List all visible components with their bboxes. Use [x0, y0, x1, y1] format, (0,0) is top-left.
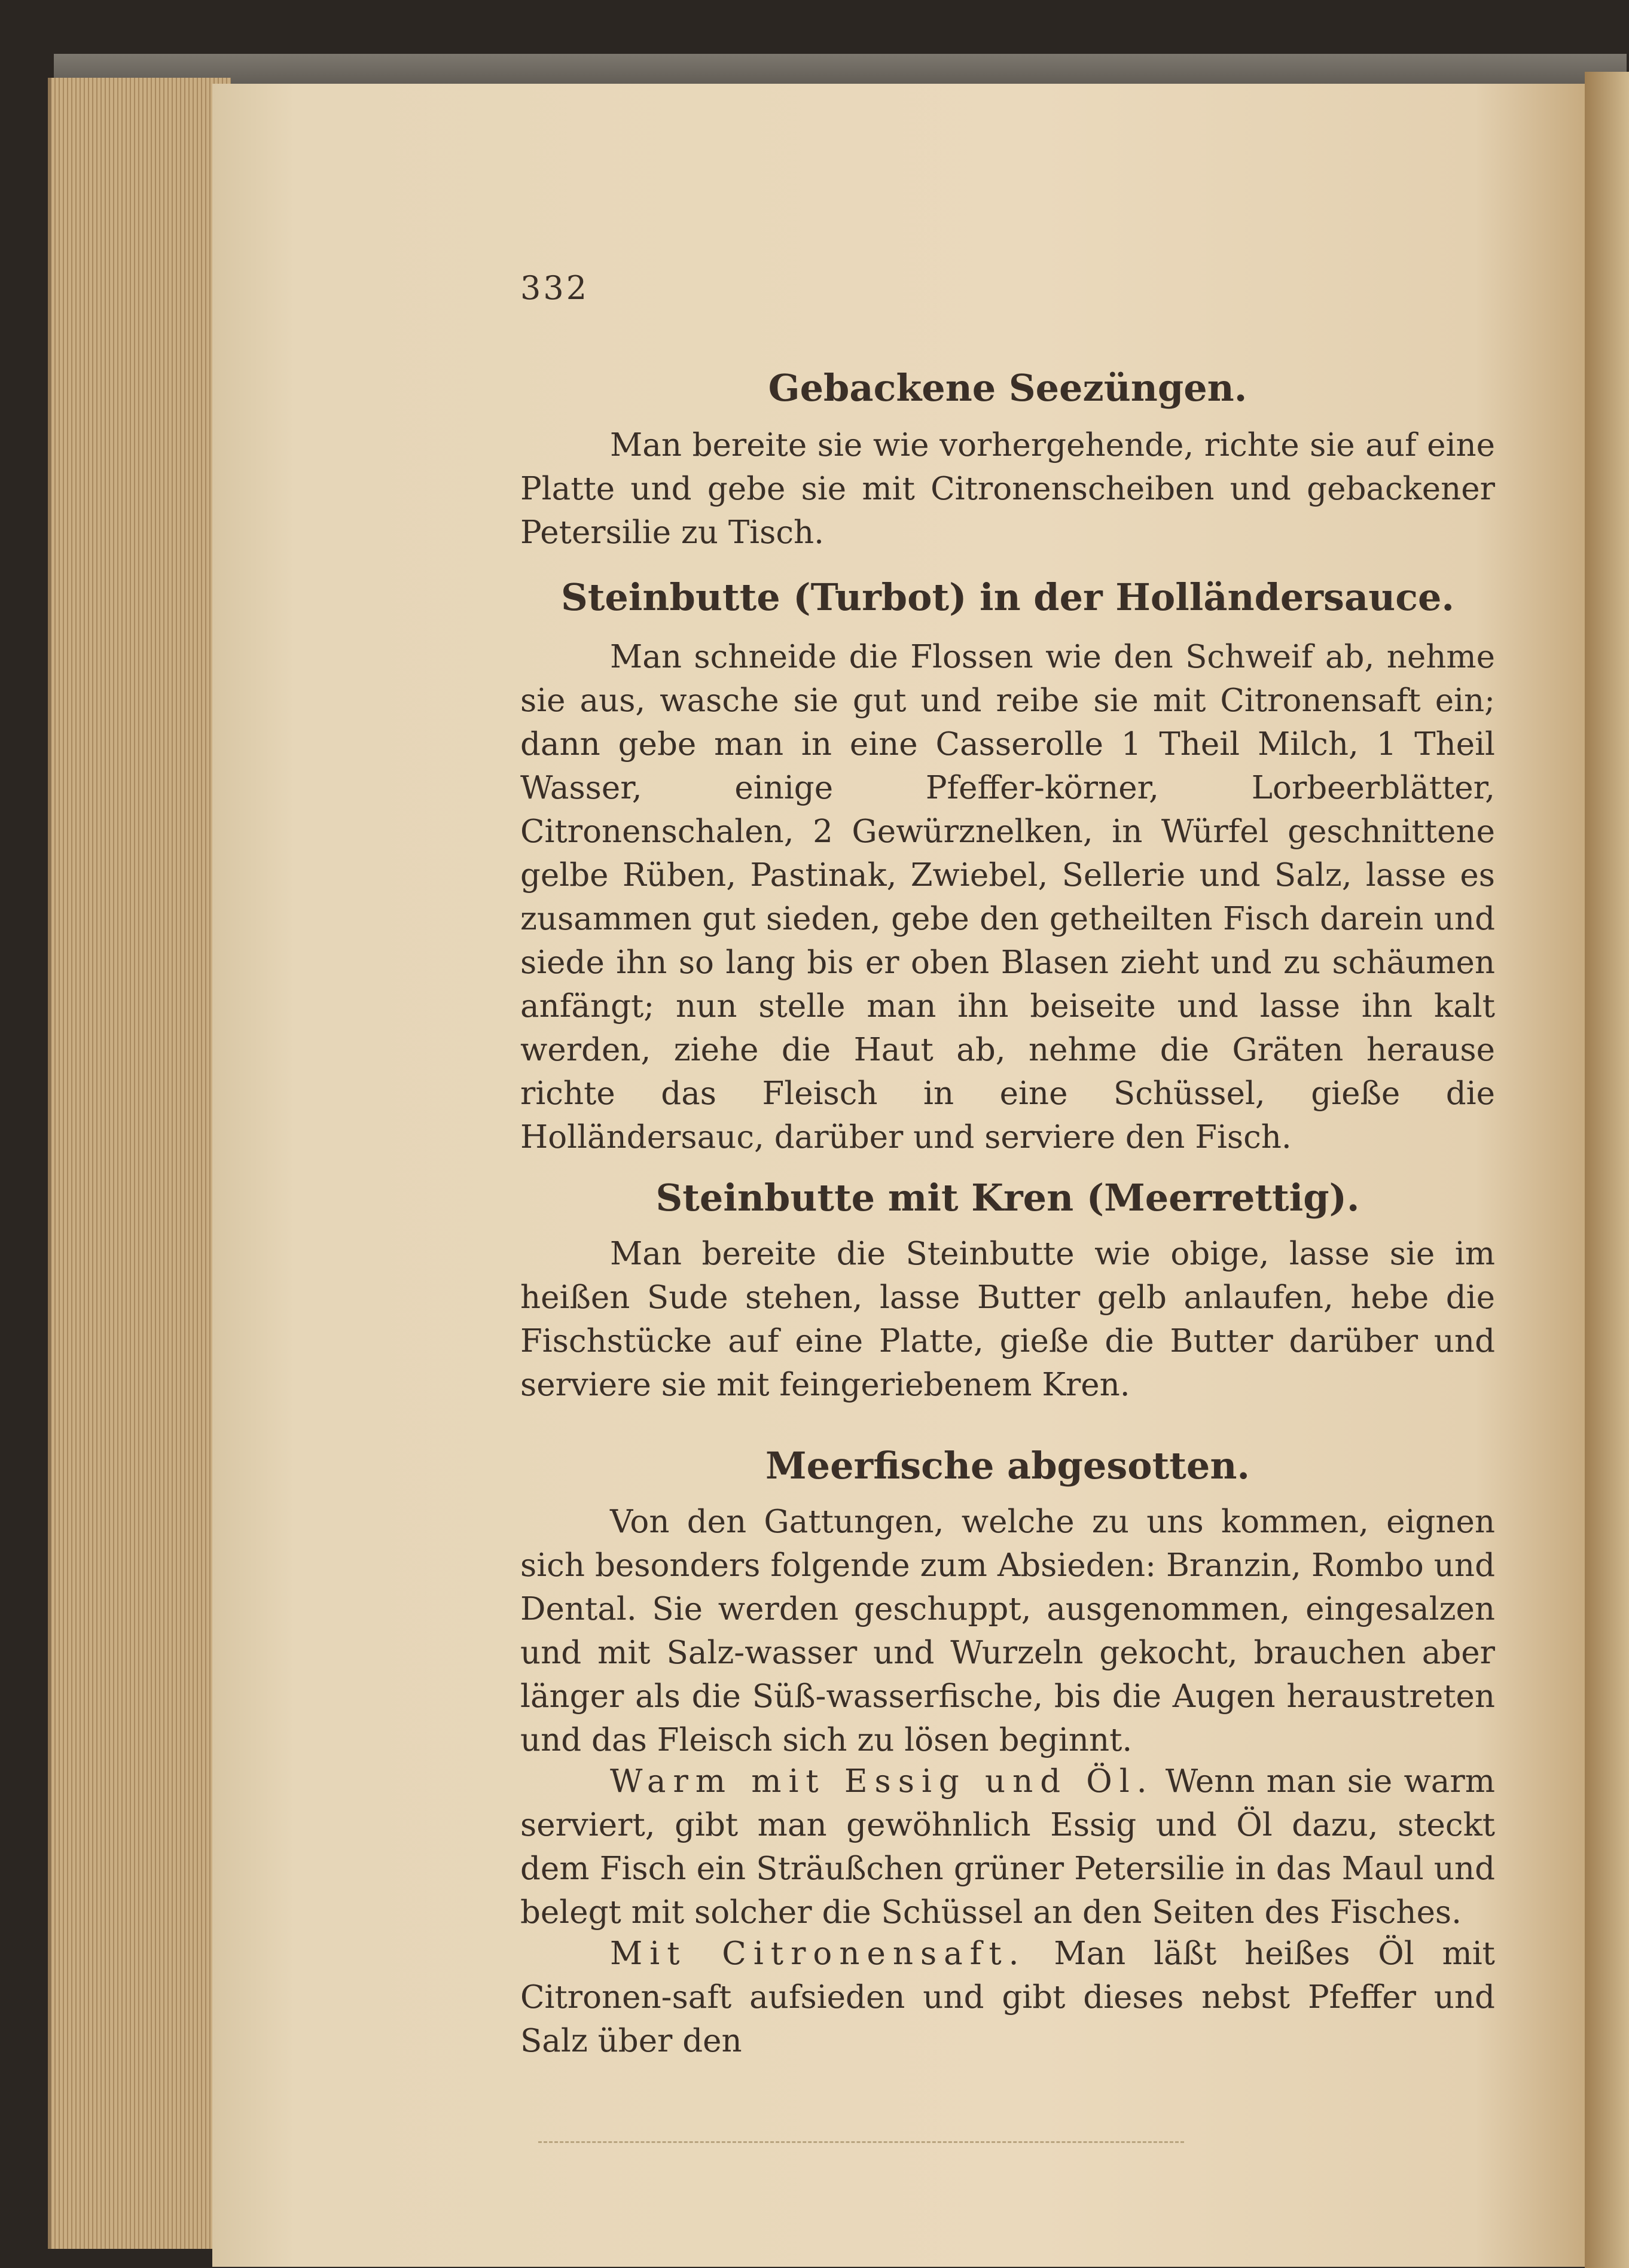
page-number: 332	[520, 269, 590, 307]
facing-page-edge	[1585, 72, 1629, 2268]
section-title-gebackene-seezuengen: Gebackene Seezüngen.	[768, 366, 1247, 410]
subsection-lead: Mit Citronensaft.	[610, 1935, 1026, 1972]
subsection-warm-essig-oel	[520, 1760, 1495, 1934]
section-title-meerfische-abgesotten: Meerfische abgesotten.	[765, 1444, 1250, 1487]
section-title-steinbutte-hollaendersauce: Steinbutte (Turbot) in der Holländersauce.	[561, 575, 1454, 619]
section-title-steinbutte-mit-kren: Steinbutte mit Kren (Meerrettig).	[655, 1176, 1360, 1220]
subsection-lead: Warm mit Essig und Öl.	[610, 1763, 1154, 1800]
section-paragraph: Man bereite sie wie vorhergehende, richte sie auf eine Platte und gebe sie mit Citronenscheiben und gebackener Petersilie zu Tisch.	[520, 427, 1495, 551]
subsection-citronensaft	[520, 1932, 1495, 2063]
section-paragraph: Man schneide die Flossen wie den Schweif ab, nehme sie aus, wasche sie gut und reibe sie mit Citronensaft ein; dann gebe man in eine Casserolle 1 Theil Milch, 1 Theil Wasser, einige Pfeffer-körner, Lorbeerblätter, Citronenschalen, 2 Gewürznelken, in Würfel geschnittene gelbe Rüben, Pastinak, Zwiebel, Sellerie und Salz, lasse es zusammen gut sieden, gebe den getheilten Fisch darein und siede ihn so lang bis er oben Blasen zieht und zu schäumen anfängt; nun stelle man ihn beiseite und lasse ihn kalt werden, ziehe die Haut ab, nehme die Gräten herause richte das Fleisch in eine Schüssel, gieße die Holländersauc, darüber und serviere den Fisch.	[520, 639, 1495, 1156]
subsection-text: Man läßt heißes Öl mit Citronen-saft aufsieden und gibt dieses nebst Pfeffer und Salz über den	[520, 1935, 1495, 2059]
section-paragraph: Von den Gattungen, welche zu uns kommen, eignen sich besonders folgende zum Absieden: Branzin, Rombo und Dental. Sie werden geschuppt, ausgenommen, eingesalzen und mit Salz-wasser und Wurzeln gekocht, brauchen aber länger als die Süß-wasserfische, bis die Augen heraustreten und das Fleisch sich zu lösen beginnt.	[520, 1504, 1495, 1758]
footer-rule	[538, 2141, 1184, 2143]
section-paragraph: Man bereite die Steinbutte wie obige, lasse sie im heißen Sude stehen, lasse Butter gelb anlaufen, hebe die Fischstücke auf eine Platte, gieße die Butter darüber und serviere sie mit feingeriebenem Kren.	[520, 1236, 1495, 1403]
subsection-text: Wenn man sie warm serviert, gibt man gewöhnlich Essig und Öl dazu, steckt dem Fisch ein Sträußchen grüner Petersilie in das Maul und belegt mit solcher die Schüssel an den Seiten des Fisches.	[520, 1763, 1495, 1931]
page-block-edges	[48, 78, 231, 2249]
